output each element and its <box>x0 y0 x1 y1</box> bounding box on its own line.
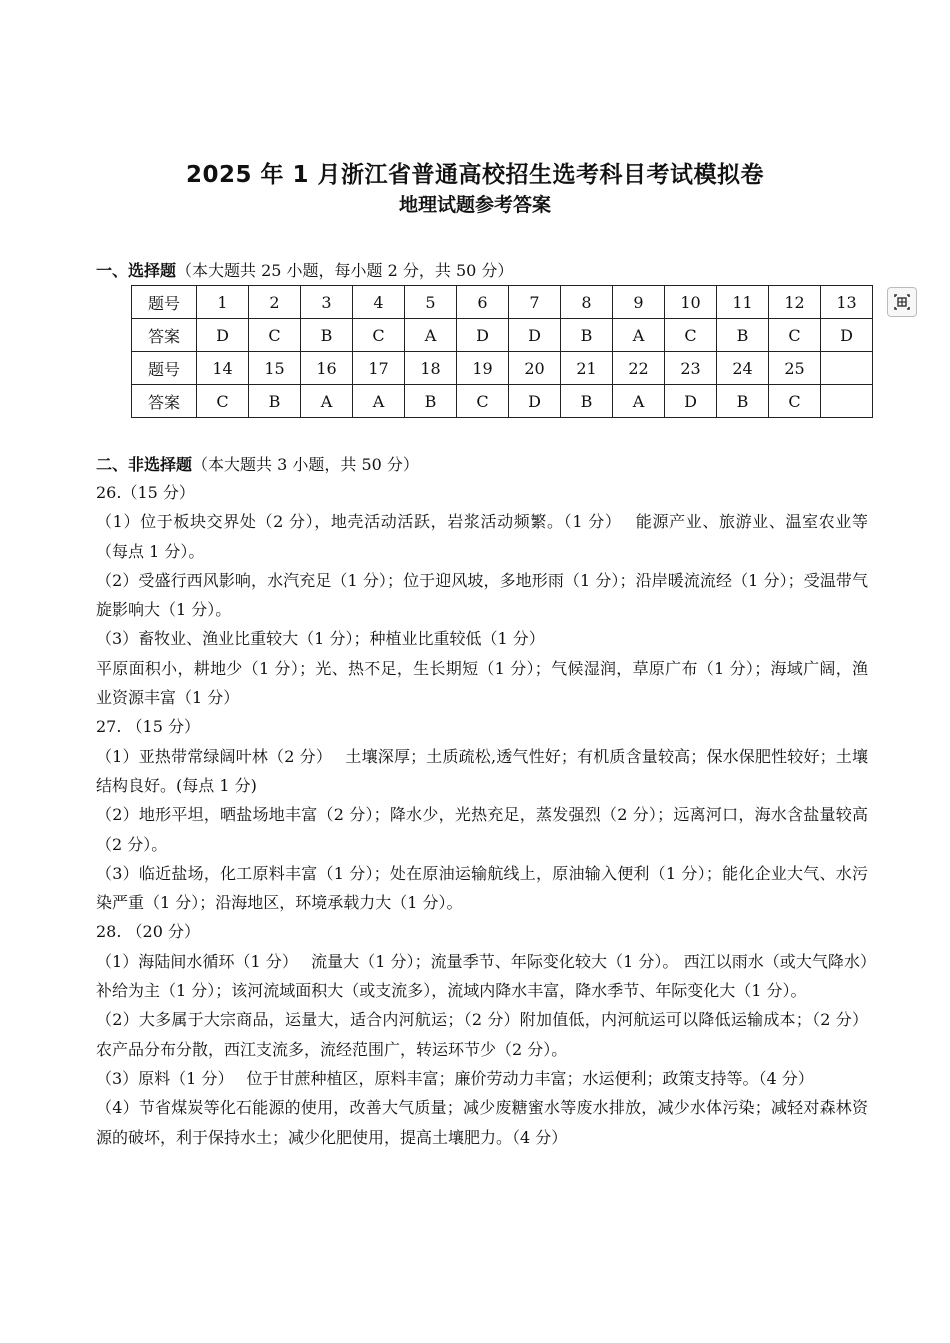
q28-part1: （1）海陆间水循环（1 分） 流量大（1 分）；流量季节、年际变化较大（1 分）。 西江以雨水（或大气降水）补给为主（1 分）；该河流域面积大（或支流多），流域内降水丰富，降水季节、年际变化大（1 分）。 <box>96 951 868 1001</box>
q26-heading: 26.（15 分） <box>96 483 195 502</box>
question-number: 5 <box>405 286 457 319</box>
section-choice-heading <box>96 258 513 281</box>
question-number: 2 <box>249 286 301 319</box>
answer-cell: B <box>561 319 613 352</box>
answer-table <box>131 285 873 418</box>
q28-part2: （2）大多属于大宗商品，运量大，适合内河航运；（2 分）附加值低，内河航运可以降低运输成本；（2 分）农产品分布分散，西江支流多，流经范围广，转运环节少（2 分）。 <box>96 1010 868 1059</box>
q27-part2: （2）地形平坦，晒盐场地丰富（2 分）；降水少，光热充足，蒸发强烈（2 分）；远离河口，海水含盐量较高（2 分）。 <box>96 805 868 854</box>
answer-cell: A <box>353 385 405 418</box>
q27-part3: （3）临近盐场，化工原料丰富（1 分）；处在原油运输航线上，原油输入便利（1 分）；能化企业大气、水污染严重（1 分）；沿海地区，环境承载力大（1 分）。 <box>96 863 868 913</box>
table-row-answers-1 <box>132 319 873 352</box>
question-number: 8 <box>561 286 613 319</box>
row-header-question: 题号 <box>132 286 197 319</box>
q26-part3: （3）畜牧业、渔业比重较大（1 分）；种植业比重较低（1 分） <box>96 629 545 649</box>
row-header-question: 题号 <box>132 352 197 385</box>
q28-part3: （3）原料（1 分） 位于甘蔗种植区，原料丰富；廉价劳动力丰富；水运便利；政策支持等。（4 分） <box>96 1068 814 1088</box>
answer-cell: A <box>301 385 353 418</box>
question-number: 1 <box>197 286 249 319</box>
answer-cell: B <box>561 385 613 418</box>
answer-cell: C <box>769 385 821 418</box>
answer-cell: B <box>301 319 353 352</box>
answer-cell: D <box>821 319 873 352</box>
question-number: 23 <box>665 352 717 385</box>
question-number: 20 <box>509 352 561 385</box>
question-number: 16 <box>301 352 353 385</box>
section-choice-label: 一、选择题 <box>96 261 177 280</box>
section-nonchoice-note: （本大题共 3 小题，共 50 分） <box>192 455 419 474</box>
q28-part4: （4）节省煤炭等化石能源的使用，改善大气质量；减少废糖蜜水等废水排放，减少水体污染；减轻对森林资源的破坏，利于保持水土；减少化肥使用，提高土壤肥力。（4 分） <box>96 1098 868 1147</box>
question-number: 17 <box>353 352 405 385</box>
answer-cell: C <box>457 385 509 418</box>
row-header-answer: 答案 <box>132 385 197 418</box>
answer-cell: C <box>665 319 717 352</box>
question-number: 15 <box>249 352 301 385</box>
question-number: 9 <box>613 286 665 319</box>
question-number: 10 <box>665 286 717 319</box>
answer-cell: D <box>509 385 561 418</box>
answer-cell: D <box>665 385 717 418</box>
q28-heading: 28. （20 分） <box>96 922 200 942</box>
answer-cell: B <box>717 385 769 418</box>
answer-cell: D <box>197 319 249 352</box>
answer-body <box>96 478 868 1152</box>
question-number: 6 <box>457 286 509 319</box>
question-number: 13 <box>821 286 873 319</box>
question-number: 4 <box>353 286 405 319</box>
q26-part1: （1）位于板块交界处（2 分），地壳活动活跃，岩浆活动频繁。（1 分） 能源产业、旅游业、温室农业等（每点 1 分）。 <box>96 512 868 561</box>
section-choice-note: （本大题共 25 小题，每小题 2 分，共 50 分） <box>176 261 514 280</box>
answer-cell: D <box>457 319 509 352</box>
table-row-answers-2 <box>132 385 873 418</box>
answer-cell: B <box>405 385 457 418</box>
question-number: 14 <box>197 352 249 385</box>
answer-cell: C <box>249 319 301 352</box>
section-nonchoice-heading <box>96 452 419 475</box>
answer-cell: C <box>769 319 821 352</box>
table-row-numbers-2 <box>132 352 873 385</box>
answer-cell: C <box>353 319 405 352</box>
q27-heading: 27. （15 分） <box>96 717 200 737</box>
question-number: 24 <box>717 352 769 385</box>
row-header-answer: 答案 <box>132 319 197 352</box>
question-number: 19 <box>457 352 509 385</box>
scan-icon-glyph <box>888 288 916 316</box>
answer-cell: A <box>613 319 665 352</box>
answer-cell: C <box>197 385 249 418</box>
answer-cell: B <box>717 319 769 352</box>
answer-cell: B <box>249 385 301 418</box>
question-number: 12 <box>769 286 821 319</box>
question-number: 18 <box>405 352 457 385</box>
page-subtitle: 地理试题参考答案 <box>398 194 551 216</box>
question-number: 11 <box>717 286 769 319</box>
question-number: 7 <box>509 286 561 319</box>
question-number: 25 <box>769 352 821 385</box>
answer-cell: D <box>509 319 561 352</box>
q26-part2: （2）受盛行西风影响，水汽充足（1 分）；位于迎风坡，多地形雨（1 分）；沿岸暖流流经（1 分）；受温带气旋影响大（1 分）。 <box>96 570 868 620</box>
q27-part1: （1）亚热带常绿阔叶林（2 分） 土壤深厚；土质疏松,透气性好；有机质含量较高；保水保肥性较好；土壤结构良好。(每点 1 分) <box>96 746 868 795</box>
question-number <box>821 352 873 385</box>
section-nonchoice-label: 二、非选择题 <box>96 455 193 474</box>
answer-cell <box>821 385 873 418</box>
question-number: 22 <box>613 352 665 385</box>
scan-icon[interactable] <box>887 287 917 317</box>
answer-cell: A <box>405 319 457 352</box>
q26-part3-detail: 平原面积小，耕地少（1 分）；光、热不足，生长期短（1 分）；气候湿润，草原广布（1 分）；海域广阔，渔业资源丰富（1 分） <box>96 658 868 708</box>
question-number: 3 <box>301 286 353 319</box>
question-number: 21 <box>561 352 613 385</box>
table-row-numbers-1 <box>132 286 873 319</box>
answer-cell: A <box>613 385 665 418</box>
page-title: 2025 年 1 月浙江省普通高校招生选考科目考试模拟卷 <box>185 162 765 188</box>
